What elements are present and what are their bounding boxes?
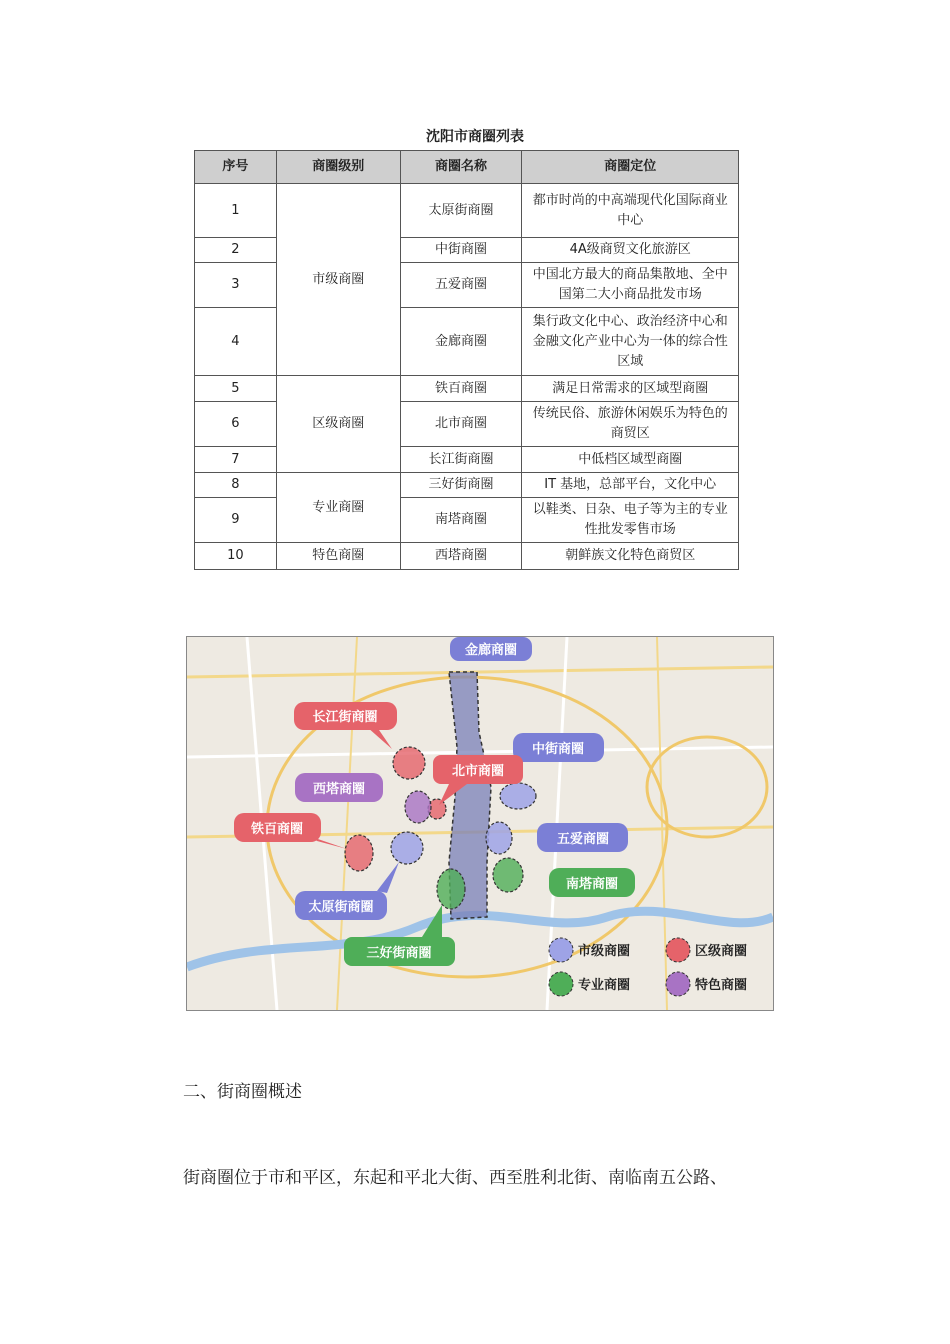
label-jinlang bbox=[450, 637, 532, 661]
row-position: 4A级商贸文化旅游区 bbox=[522, 238, 739, 263]
row-no: 10 bbox=[195, 543, 277, 570]
map-legend bbox=[549, 938, 747, 996]
section-heading: 二、街商圈概述 bbox=[183, 1082, 302, 1102]
row-position: 都市时尚的中高端现代化国际商业中心 bbox=[522, 184, 739, 238]
sanhao-circle bbox=[437, 869, 465, 909]
row-name: 铁百商圈 bbox=[400, 376, 522, 402]
table-row bbox=[195, 308, 739, 376]
zhongjie-circle bbox=[500, 783, 536, 809]
legend-district-swatch bbox=[666, 938, 690, 962]
changjiang-circle bbox=[393, 747, 425, 779]
row-position: 中低档区域型商圈 bbox=[522, 447, 739, 473]
table-row bbox=[195, 402, 739, 447]
svg-text:长江街商圈: 长江街商圈 bbox=[312, 710, 378, 725]
row-no: 4 bbox=[195, 308, 277, 376]
row-no: 7 bbox=[195, 447, 277, 473]
table-row bbox=[195, 263, 739, 308]
svg-text:南塔商圈: 南塔商圈 bbox=[565, 877, 619, 892]
row-name: 北市商圈 bbox=[400, 402, 522, 447]
legend-feature: 特色商圈 bbox=[695, 978, 748, 993]
legend-professional-swatch bbox=[549, 972, 573, 996]
label-zhongjie bbox=[513, 733, 604, 762]
row-no: 8 bbox=[195, 473, 277, 498]
row-name: 五爱商圈 bbox=[400, 263, 522, 308]
table-row bbox=[195, 498, 739, 543]
svg-text:北市商圈: 北市商圈 bbox=[451, 764, 505, 779]
row-name: 中街商圈 bbox=[400, 238, 522, 263]
row-name: 长江街商圈 bbox=[400, 447, 522, 473]
svg-text:西塔商圈: 西塔商圈 bbox=[312, 782, 366, 797]
header-level: 商圈级别 bbox=[276, 151, 400, 184]
row-position: 中国北方最大的商品集散地、全中国第二大小商品批发市场 bbox=[522, 263, 739, 308]
legend-feature-swatch bbox=[666, 972, 690, 996]
svg-text:金廊商圈: 金廊商圈 bbox=[464, 643, 518, 658]
table-row bbox=[195, 473, 739, 498]
header-no: 序号 bbox=[195, 151, 277, 184]
tiebai-circle bbox=[345, 835, 373, 871]
business-circle-table bbox=[194, 150, 739, 570]
label-nanta bbox=[549, 868, 635, 897]
row-no: 9 bbox=[195, 498, 277, 543]
label-xita bbox=[295, 773, 383, 802]
row-no: 3 bbox=[195, 263, 277, 308]
map-canvas bbox=[187, 637, 773, 1010]
group-feature-level: 特色商圈 bbox=[276, 543, 400, 570]
legend-professional: 专业商圈 bbox=[578, 978, 631, 993]
group-city-level: 市级商圈 bbox=[276, 184, 400, 376]
table-row bbox=[195, 376, 739, 402]
label-changjiang bbox=[294, 702, 397, 749]
table-row bbox=[195, 184, 739, 238]
table-header-row bbox=[195, 151, 739, 184]
svg-text:中街商圈: 中街商圈 bbox=[531, 742, 585, 757]
label-tiebai bbox=[234, 813, 347, 849]
group-district-level: 区级商圈 bbox=[276, 376, 400, 473]
row-position: 集行政文化中心、政治经济中心和金融文化产业中心为一体的综合性区域 bbox=[522, 308, 739, 376]
wuai-circle bbox=[486, 822, 512, 854]
header-position: 商圈定位 bbox=[522, 151, 739, 184]
xita-circle bbox=[405, 791, 431, 823]
row-name: 三好街商圈 bbox=[400, 473, 522, 498]
table-row bbox=[195, 543, 739, 570]
svg-text:铁百商圈: 铁百商圈 bbox=[250, 822, 304, 837]
row-position: 以鞋类、日杂、电子等为主的专业性批发零售市场 bbox=[522, 498, 739, 543]
table-title: 沈阳市商圈列表 bbox=[426, 129, 524, 145]
table-row bbox=[195, 238, 739, 263]
svg-text:太原街商圈: 太原街商圈 bbox=[308, 900, 374, 915]
row-no: 6 bbox=[195, 402, 277, 447]
row-no: 1 bbox=[195, 184, 277, 238]
row-position: IT 基地，总部平台，文化中心 bbox=[522, 473, 739, 498]
row-position: 满足日常需求的区域型商圈 bbox=[522, 376, 739, 402]
legend-city: 市级商圈 bbox=[578, 944, 631, 959]
header-name: 商圈名称 bbox=[400, 151, 522, 184]
taiyuan-circle bbox=[391, 832, 423, 864]
body-paragraph: 街商圈位于市和平区，东起和平北大街、西至胜利北街、南临南五公路、 bbox=[183, 1168, 727, 1188]
row-name: 西塔商圈 bbox=[400, 543, 522, 570]
row-no: 5 bbox=[195, 376, 277, 402]
business-circle-map bbox=[186, 636, 774, 1011]
legend-district: 区级商圈 bbox=[695, 944, 748, 959]
row-name: 太原街商圈 bbox=[400, 184, 522, 238]
nanta-circle bbox=[493, 858, 523, 892]
group-professional-level: 专业商圈 bbox=[276, 473, 400, 543]
table-row bbox=[195, 447, 739, 473]
row-position: 朝鲜族文化特色商贸区 bbox=[522, 543, 739, 570]
legend-city-swatch bbox=[549, 938, 573, 962]
svg-text:五爱商圈: 五爱商圈 bbox=[556, 832, 610, 847]
label-wuai bbox=[537, 823, 628, 852]
row-name: 金廊商圈 bbox=[400, 308, 522, 376]
row-name: 南塔商圈 bbox=[400, 498, 522, 543]
row-position: 传统民俗、旅游休闲娱乐为特色的商贸区 bbox=[522, 402, 739, 447]
label-taiyuan bbox=[295, 862, 399, 920]
svg-text:三好街商圈: 三好街商圈 bbox=[366, 946, 432, 961]
row-no: 2 bbox=[195, 238, 277, 263]
